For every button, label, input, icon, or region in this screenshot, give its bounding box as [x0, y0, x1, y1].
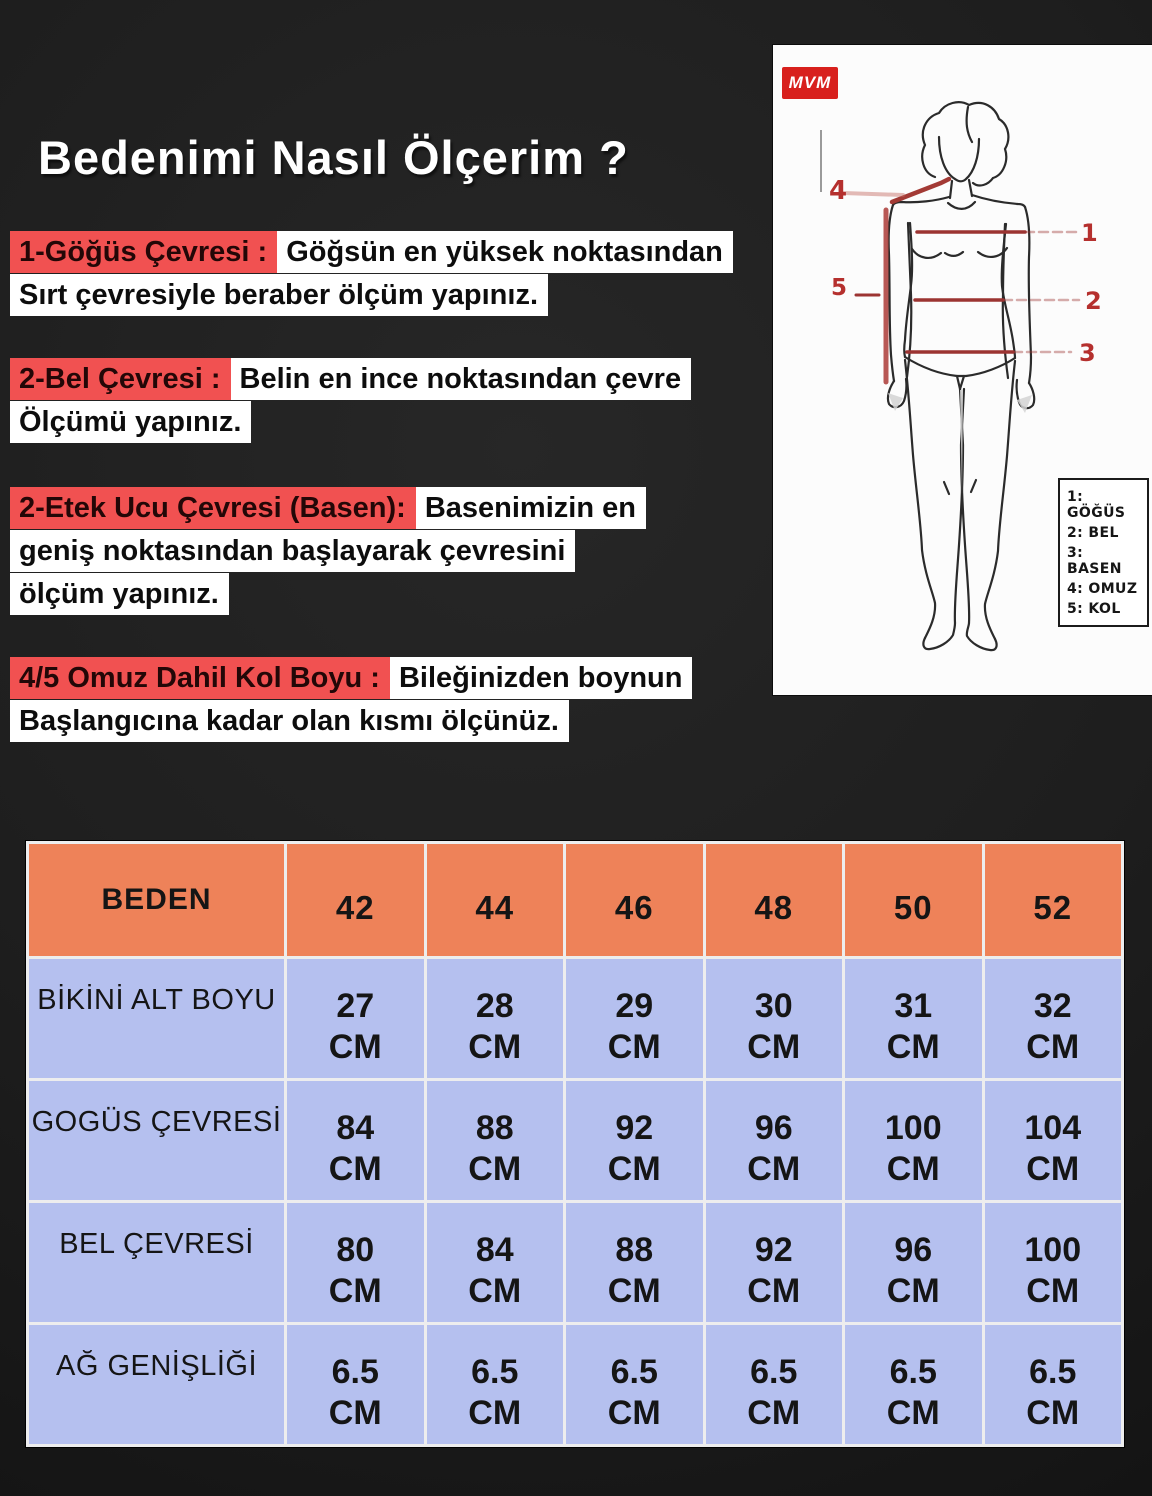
size-table-value-cell: 100 CM	[985, 1203, 1122, 1322]
section-label: 2-Bel Çevresi :	[10, 358, 231, 400]
size-table-value-cell: 32 CM	[985, 959, 1122, 1078]
size-table-value-cell: 104 CM	[985, 1081, 1122, 1200]
size-table-value-cell: 6.5 CM	[566, 1325, 703, 1444]
section-text: Ölçümü yapınız.	[10, 401, 251, 443]
size-table-value-cell: 6.5 CM	[985, 1325, 1122, 1444]
section-arm	[10, 657, 733, 742]
size-table-value-cell: 100 CM	[845, 1081, 982, 1200]
section-line	[10, 573, 229, 615]
diagram-legend	[1058, 478, 1149, 627]
size-table-value-cell: 88 CM	[427, 1081, 564, 1200]
size-table-header-beden: BEDEN	[29, 844, 284, 956]
size-table-value-cell: 88 CM	[566, 1203, 703, 1322]
size-table-value-cell: 92 CM	[706, 1203, 843, 1322]
size-table-row-label: GOGÜS ÇEVRESİ	[29, 1081, 284, 1200]
size-table-value-cell: 29 CM	[566, 959, 703, 1078]
section-label: 2-Etek Ucu Çevresi (Basen):	[10, 487, 416, 529]
section-line	[10, 231, 733, 273]
section-text: ölçüm yapınız.	[10, 573, 229, 615]
section-label: 4/5 Omuz Dahil Kol Boyu :	[10, 657, 390, 699]
diagram-marker-2: 2	[1085, 287, 1102, 315]
section-text: geniş noktasından başlayarak çevresini	[10, 530, 575, 572]
section-line	[10, 274, 548, 316]
diagram-marker-4: 4	[829, 176, 848, 206]
brand-logo: MVM	[782, 67, 838, 99]
size-table-header-size: 42	[287, 844, 424, 956]
size-table-value-cell: 30 CM	[706, 959, 843, 1078]
size-table-row-label: AĞ GENİŞLİĞİ	[29, 1325, 284, 1444]
size-table-value-cell: 6.5 CM	[427, 1325, 564, 1444]
section-text: Sırt çevresiyle beraber ölçüm yapınız.	[10, 274, 548, 316]
legend-item: 2: BEL	[1067, 525, 1119, 541]
section-label: 1-Göğüs Çevresi :	[10, 231, 277, 273]
section-line	[10, 700, 569, 742]
size-table-header-size: 48	[706, 844, 843, 956]
section-line	[10, 487, 646, 529]
size-table-value-cell: 6.5 CM	[845, 1325, 982, 1444]
section-text: Belin en ince noktasından çevre	[231, 358, 692, 400]
section-text: Göğsün en yüksek noktasından	[277, 231, 733, 273]
size-table-value-cell: 6.5 CM	[706, 1325, 843, 1444]
section-hip	[10, 487, 733, 615]
section-text: Basenimizin en	[416, 487, 646, 529]
size-table-value-cell: 84 CM	[427, 1203, 564, 1322]
size-table-value-cell: 84 CM	[287, 1081, 424, 1200]
section-chest	[10, 231, 733, 316]
section-line	[10, 358, 691, 400]
section-text: Bileğinizden boynun	[390, 657, 693, 699]
size-table-header-size: 52	[985, 844, 1122, 956]
size-table	[25, 840, 1125, 1448]
diagram-marker-5: 5	[831, 275, 848, 301]
size-table-header-size: 44	[427, 844, 564, 956]
section-line	[10, 530, 575, 572]
size-table-row-label: BİKİNİ ALT BOYU	[29, 959, 284, 1078]
legend-item: 5: KOL	[1067, 601, 1121, 617]
size-table-value-cell: 96 CM	[706, 1081, 843, 1200]
size-table-value-cell: 6.5 CM	[287, 1325, 424, 1444]
size-table-value-cell: 92 CM	[566, 1081, 703, 1200]
size-table-value-cell: 96 CM	[845, 1203, 982, 1322]
measurement-instructions	[10, 231, 733, 784]
section-waist	[10, 358, 733, 443]
section-line	[10, 401, 251, 443]
legend-item: 3: BASEN	[1067, 545, 1122, 577]
diagram-marker-3: 3	[1079, 339, 1096, 367]
size-table-value-cell: 28 CM	[427, 959, 564, 1078]
page-title: Bedenimi Nasıl Ölçerim ?	[38, 131, 629, 184]
legend-item: 1: GÖĞÜS	[1067, 489, 1126, 521]
size-table-header-size: 46	[566, 844, 703, 956]
diagram-marker-1: 1	[1081, 219, 1098, 247]
size-table-row-label: BEL ÇEVRESİ	[29, 1203, 284, 1322]
size-table-value-cell: 80 CM	[287, 1203, 424, 1322]
section-text: Başlangıcına kadar olan kısmı ölçünüz.	[10, 700, 569, 742]
size-table-value-cell: 31 CM	[845, 959, 982, 1078]
size-table-value-cell: 27 CM	[287, 959, 424, 1078]
legend-item: 4: OMUZ	[1067, 581, 1138, 597]
size-table-header-size: 50	[845, 844, 982, 956]
figure-outline	[888, 102, 1034, 650]
measurement-diagram-panel	[773, 45, 1152, 695]
section-line	[10, 657, 692, 699]
